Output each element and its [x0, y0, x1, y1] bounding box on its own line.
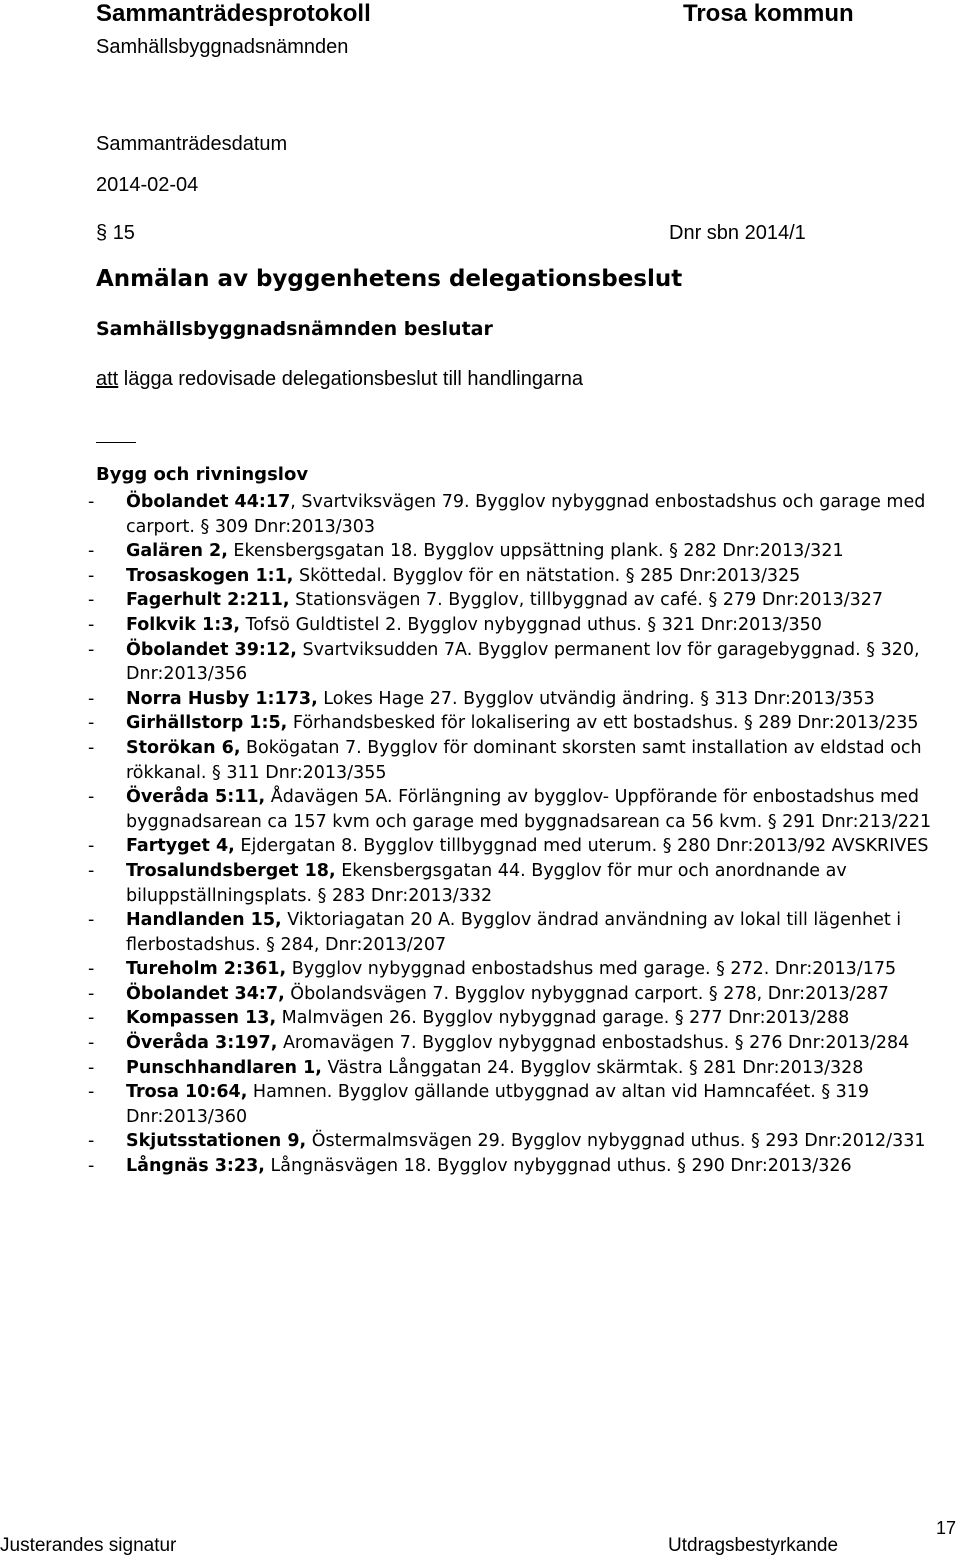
- list-bullet: -: [88, 737, 95, 758]
- property-name: Överåda 5:11,: [126, 787, 266, 808]
- list-item: [88, 982, 958, 1007]
- list-item-text: [126, 539, 958, 564]
- list-bullet: -: [88, 959, 95, 980]
- list-bullet: -: [88, 713, 95, 734]
- property-name: Handlanden 15,: [126, 910, 282, 931]
- list-item-text: [126, 1031, 958, 1056]
- property-name: Storökan 6,: [126, 737, 241, 758]
- list-bullet: -: [88, 590, 95, 611]
- list-item-text: [126, 613, 958, 638]
- property-name: Tureholm 2:361,: [126, 959, 287, 980]
- list-item: [88, 834, 958, 859]
- list-bullet: -: [88, 1008, 95, 1029]
- list-bullet: -: [88, 1131, 95, 1152]
- list-item-text: [126, 490, 958, 539]
- property-name: Öbolandet 39:12,: [126, 639, 297, 660]
- decision-details: Lokes Hage 27. Bygglov utvändig ändring. § 313 Dnr:2013/353: [317, 688, 875, 709]
- decision-details: Hamnen. Bygglov gällande utbyggnad av altan vid Hamncaféet. § 319 Dnr:2013/360: [126, 1082, 870, 1127]
- list-bullet: -: [88, 565, 95, 586]
- document-type: Sammanträdesprotokoll: [96, 0, 371, 27]
- list-bullet: -: [88, 787, 95, 808]
- list-item: [88, 711, 958, 736]
- property-name: Långnäs 3:23,: [126, 1156, 265, 1177]
- list-item-text: [126, 638, 958, 687]
- list-item-text: [126, 785, 958, 834]
- list-item: [88, 687, 958, 712]
- list-item: [88, 1080, 958, 1129]
- meeting-date: 2014-02-04: [96, 174, 199, 196]
- list-item: [88, 1006, 958, 1031]
- decision-details: Östermalmsvägen 29. Bygglov nybyggnad uthus. § 293 Dnr:2012/331: [306, 1131, 926, 1152]
- decision-details: Bokögatan 7. Bygglov för dominant skorsten samt installation av eldstad och rökkanal. § 311 Dnr:2013/355: [126, 737, 922, 783]
- divider: [96, 442, 136, 443]
- footer-certification-label: Utdragsbestyrkande: [668, 1535, 839, 1556]
- list-item-text: [126, 564, 958, 589]
- list-item: [88, 564, 958, 589]
- list-item: [88, 588, 958, 613]
- list-item-text: [126, 1154, 958, 1179]
- list-item: [88, 785, 958, 834]
- page-title: Anmälan av byggenhetens delegationsbeslut: [96, 266, 683, 292]
- list-item: [88, 638, 958, 687]
- list-bullet: -: [88, 614, 95, 635]
- decision-details: Bygglov nybyggnad enbostadshus med garage. § 272. Dnr:2013/175: [286, 959, 897, 980]
- property-name: Galären 2,: [126, 541, 228, 562]
- list-item-text: [126, 736, 958, 785]
- decision-details: Västra Långgatan 24. Bygglov skärmtak. § 281 Dnr:2013/328: [321, 1057, 864, 1078]
- decision-details: Ådavägen 5A. Förlängning av bygglov- Uppförande för enbostadshus med byggnadsarean ca 157 kvm och garage med byggnadsarean ca 56 kvm. § 291 Dnr:213/221: [126, 787, 932, 832]
- decision-details: Malmvägen 26. Bygglov nybyggnad garage. § 277 Dnr:2013/288: [276, 1008, 850, 1029]
- municipality-name: Trosa kommun: [683, 0, 854, 27]
- list-item: [88, 908, 958, 957]
- paragraph-number-value: 15: [112, 222, 135, 244]
- list-item: [88, 1056, 958, 1081]
- list-item: [88, 1129, 958, 1154]
- property-name: Fagerhult 2:211,: [126, 590, 290, 611]
- list-item: [88, 1154, 958, 1179]
- property-name: Trosalundsberget 18,: [126, 860, 336, 881]
- list-item: [88, 859, 958, 908]
- list-bullet: -: [88, 1156, 95, 1177]
- decision-details: Öbolandsvägen 7. Bygglov nybyggnad carport. § 278, Dnr:2013/287: [284, 983, 889, 1004]
- list-bullet: -: [88, 983, 95, 1004]
- property-name: Överåda 3:197,: [126, 1033, 278, 1054]
- decision-text: [96, 368, 583, 391]
- property-name: Fartyget 4,: [126, 836, 235, 857]
- decision-details: Stationsvägen 7. Bygglov, tillbyggnad av café. § 279 Dnr:2013/327: [289, 590, 884, 611]
- decision-body: lägga redovisade delegationsbeslut till handlingarna: [118, 368, 584, 390]
- list-bullet: -: [88, 860, 95, 881]
- section-heading: Bygg och rivningslov: [96, 464, 309, 485]
- paragraph-dnr: Dnr sbn 2014/1: [669, 222, 806, 244]
- list-item-text: [126, 957, 958, 982]
- decision-details: Ejdergatan 8. Bygglov tillbyggnad med uterum. § 280 Dnr:2013/92 AVSKRIVES: [234, 836, 929, 857]
- list-bullet: -: [88, 836, 95, 857]
- list-bullet: -: [88, 541, 95, 562]
- decision-details: Viktoriagatan 20 A. Bygglov ändrad användning av lokal till lägenhet i flerbostadshus. § 284, Dnr:2013/207: [126, 910, 902, 955]
- list-bullet: -: [88, 688, 95, 709]
- decision-details: Aromavägen 7. Bygglov nybyggnad enbostadshus. § 276 Dnr:2013/284: [277, 1033, 910, 1054]
- decision-heading: Samhällsbyggnadsnämnden beslutar: [96, 318, 493, 340]
- list-item-text: [126, 1056, 958, 1081]
- list-item-text: [126, 711, 958, 736]
- list-item: [88, 1031, 958, 1056]
- list-bullet: -: [88, 1033, 95, 1054]
- list-item-text: [126, 982, 958, 1007]
- list-item-text: [126, 859, 958, 908]
- property-name: Punschhandlaren 1,: [126, 1057, 322, 1078]
- page-number: 17: [936, 1518, 957, 1538]
- decision-details: Tofsö Guldtistel 2. Bygglov nybyggnad uthus. § 321 Dnr:2013/350: [240, 614, 822, 635]
- paragraph-number: [96, 222, 135, 245]
- decision-details: Ekensbergsgatan 18. Bygglov uppsättning plank. § 282 Dnr:2013/321: [227, 541, 844, 562]
- list-bullet: -: [88, 910, 95, 931]
- list-item: [88, 613, 958, 638]
- property-name: Öbolandet 44:17: [126, 492, 291, 512]
- footer-signature-label: Justerandes signatur: [0, 1535, 177, 1556]
- property-name: Folkvik 1:3,: [126, 614, 241, 635]
- decision-details: Ekensbergsgatan 44. Bygglov för mur och anordnande av biluppställningsplats. § 283 Dnr:2013/332: [126, 860, 847, 906]
- list-bullet: -: [88, 1057, 95, 1078]
- list-item: [88, 957, 958, 982]
- property-name: Öbolandet 34:7,: [126, 983, 285, 1004]
- list-item-text: [126, 687, 958, 712]
- list-item-text: [126, 1006, 958, 1031]
- property-name: Girhällstorp 1:5,: [126, 713, 288, 734]
- list-bullet: -: [88, 639, 95, 660]
- list-item-text: [126, 1129, 958, 1154]
- decision-details: Sköttedal. Bygglov för en nätstation. § 285 Dnr:2013/325: [293, 565, 801, 586]
- list-item: [88, 490, 958, 539]
- property-name: Trosa 10:64,: [126, 1082, 248, 1103]
- list-item-text: [126, 834, 958, 859]
- decision-details: Förhandsbesked för lokalisering av ett bostadshus. § 289 Dnr:2013/235: [287, 713, 919, 734]
- meeting-date-label: Sammanträdesdatum: [96, 133, 288, 155]
- property-name: Skjutsstationen 9,: [126, 1131, 307, 1152]
- list-item-text: [126, 588, 958, 613]
- list-item-text: [126, 908, 958, 957]
- list-item-text: [126, 1080, 958, 1129]
- list-item: [88, 736, 958, 785]
- list-bullet: -: [88, 492, 95, 512]
- list-bullet: -: [88, 1082, 95, 1103]
- att-keyword: att: [96, 368, 119, 390]
- property-name: Trosaskogen 1:1,: [126, 565, 294, 586]
- property-name: Norra Husby 1:173,: [126, 688, 318, 709]
- decision-list: [88, 490, 958, 1179]
- committee-name: Samhällsbyggnadsnämnden: [96, 36, 349, 58]
- paragraph-symbol: §: [96, 222, 108, 244]
- property-name: Kompassen 13,: [126, 1008, 277, 1029]
- decision-details: , Svartviksvägen 79. Bygglov nybyggnad enbostadshus och garage med carport. § 309 Dnr:2013/303: [126, 492, 926, 537]
- decision-details: Svartviksudden 7A. Bygglov permanent lov för garagebyggnad. § 320, Dnr:2013/356: [126, 639, 920, 685]
- list-item: [88, 539, 958, 564]
- decision-details: Långnäsvägen 18. Bygglov nybyggnad uthus. § 290 Dnr:2013/326: [264, 1156, 852, 1177]
